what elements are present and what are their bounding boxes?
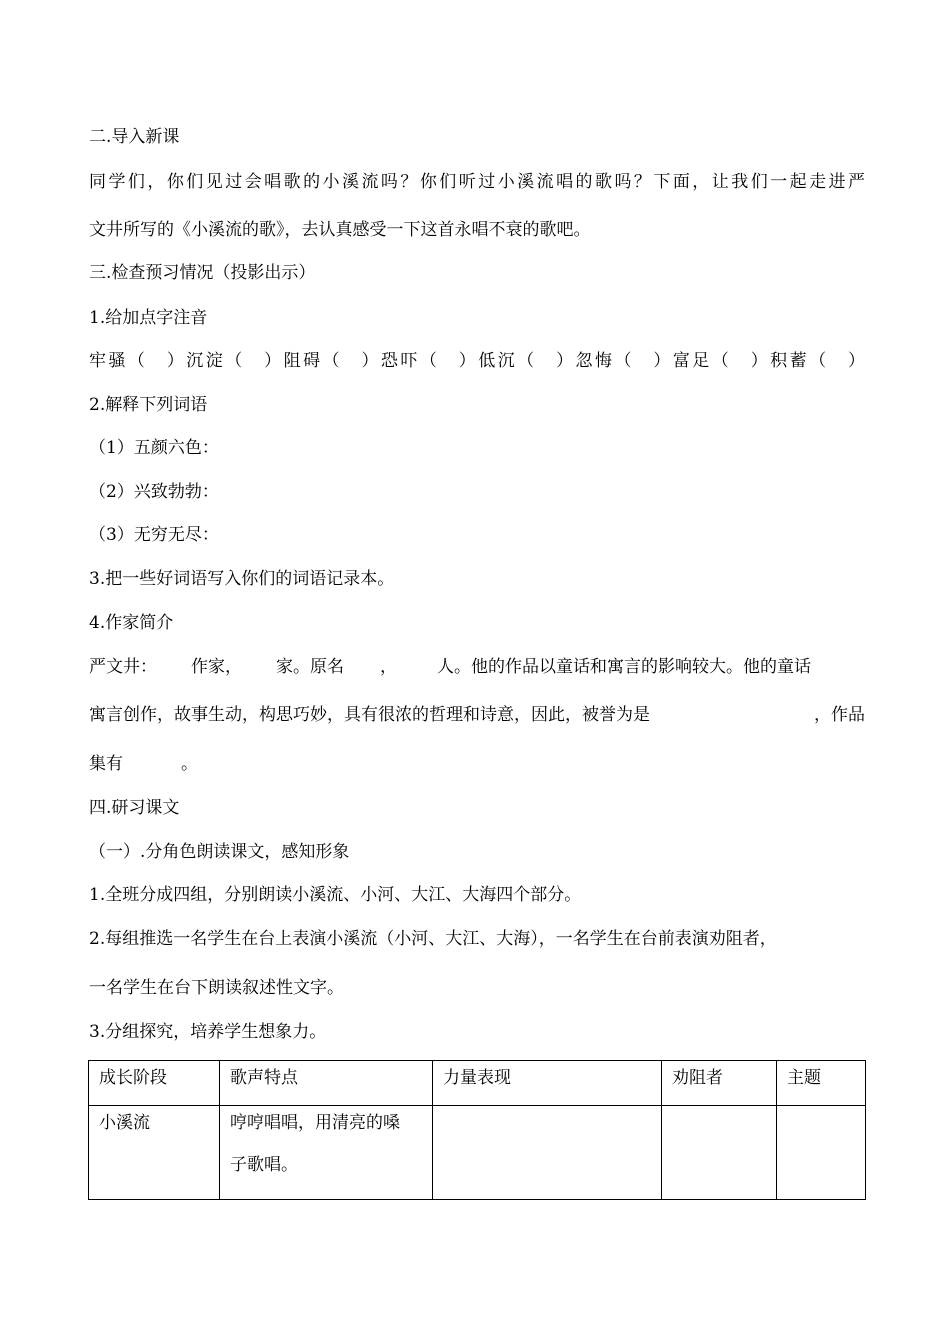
item-explain-title: 2.解释下列词语: [89, 395, 208, 415]
term-2: （2）兴致勃勃：: [89, 482, 219, 502]
author-intro-line-1: [89, 656, 811, 678]
table-header-row: [89, 1061, 866, 1106]
table-row: [89, 1106, 866, 1200]
term-3: （3）无穷无尽：: [89, 525, 219, 545]
author-line3-right: 。: [181, 754, 198, 774]
header-song-feature: 歌声特点: [220, 1061, 433, 1106]
cell-song-line-1: 哼哼唱唱，用清亮的嗓: [230, 1113, 400, 1133]
header-power: 力量表现: [433, 1061, 662, 1106]
cell-dissuader: [662, 1106, 777, 1200]
author-intro-line-2: [89, 704, 865, 726]
header-dissuader: 劝阻者: [662, 1061, 777, 1106]
author-blank-text-1: 作家，: [191, 657, 242, 677]
header-theme: 主题: [777, 1061, 866, 1106]
step-3: 3.分组探究，培养学生想象力。: [89, 1022, 327, 1042]
section-heading-preview-check: 三.检查预习情况（投影出示）: [89, 263, 316, 283]
cell-stage: 小溪流: [89, 1106, 220, 1200]
growth-analysis-table: [88, 1060, 866, 1200]
step-1: 1.全班分成四组，分别朗读小溪流、小河、大江、大海四个部分。: [89, 885, 582, 905]
pinyin-words-line: 牢骚（ ）沉淀（ ）阻碍（ ）恐吓（ ）低沉（ ）忽悔（ ）富足（ ）积蓄（ ）: [89, 351, 865, 371]
intro-paragraph-line-2: 文井所写的《小溪流的歌》，去认真感受一下这首永唱不衰的歌吧。: [89, 220, 591, 240]
author-line2-right: ，作品: [814, 705, 865, 725]
author-blank-text-2: 家。原名: [276, 657, 344, 677]
author-blank-text-4: 人。他的作品以童话和寓言的影响较大。他的童话: [437, 657, 811, 677]
header-stage: 成长阶段: [89, 1061, 220, 1106]
author-blank-text-3: ，: [380, 657, 397, 677]
author-line3-left: 集有: [89, 754, 123, 774]
term-1: （1）五颜六色：: [89, 438, 219, 458]
item-pinyin-title: 1.给加点字注音: [89, 308, 208, 328]
item-author-title: 4.作家简介: [89, 613, 174, 633]
item-word-record: 3.把一些好词语写入你们的词语记录本。: [89, 569, 395, 589]
cell-song-feature: [220, 1106, 433, 1200]
step-2-line-2: 一名学生在台下朗读叙述性文字。: [89, 978, 344, 998]
author-name-label: 严文井：: [89, 657, 157, 677]
intro-paragraph-line-1: 同学们，你们见过会唱歌的小溪流吗？你们听过小溪流唱的歌吗？下面，让我们一起走进严: [89, 172, 865, 192]
cell-power: [433, 1106, 662, 1200]
step-2-line-1: 2.每组推选一名学生在台上表演小溪流（小河、大江、大海），一名学生在台前表演劝阻者，: [89, 929, 777, 949]
section-heading-study: 四.研习课文: [89, 798, 180, 818]
cell-song-line-2: 子歌唱。: [230, 1155, 298, 1175]
author-intro-line-3: [89, 753, 198, 775]
subsection-role-reading: （一）.分角色朗读课文，感知形象: [89, 842, 350, 862]
section-heading-intro: 二.导入新课: [89, 127, 180, 147]
cell-theme: [777, 1106, 866, 1200]
author-line2-left: 寓言创作，故事生动，构思巧妙，具有很浓的哲理和诗意，因此，被誉为是: [89, 705, 650, 725]
